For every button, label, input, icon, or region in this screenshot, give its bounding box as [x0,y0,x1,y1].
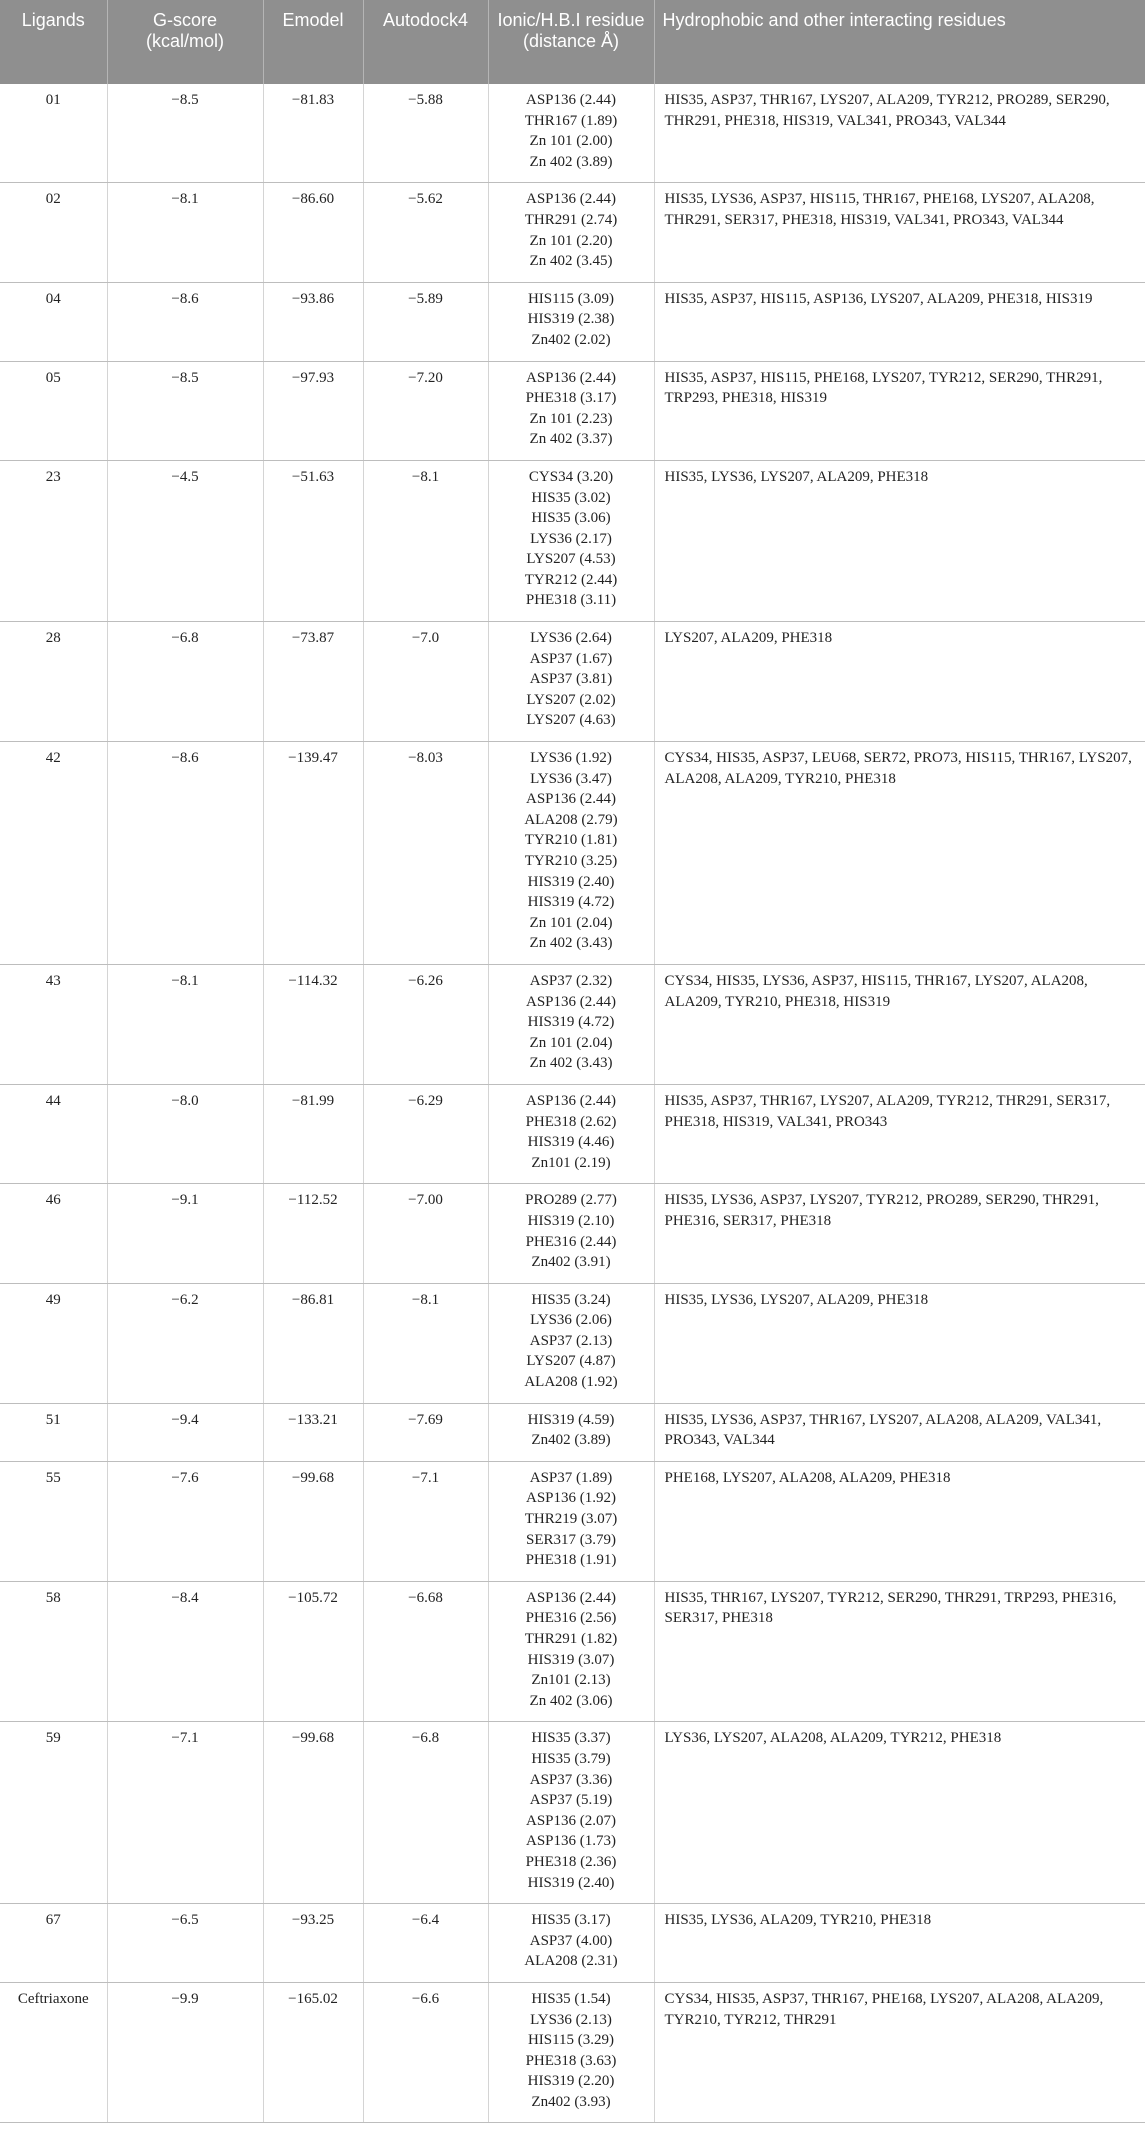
hydrophobic-cell: HIS35, THR167, LYS207, TYR212, SER290, THR291, TRP293, PHE316, SER317, PHE318 [654,1581,1145,1722]
ionic-residue: HIS319 (2.40) [527,873,615,890]
ionic-residue: ASP37 (2.32) [529,972,613,989]
hydrophobic-cell: HIS35, LYS36, ASP37, THR167, LYS207, ALA208, ALA209, VAL341, PRO343, VAL344 [654,1403,1145,1461]
hydrophobic-cell: HIS35, LYS36, ALA209, TYR210, PHE318 [654,1904,1145,1983]
emodel-cell: −51.63 [263,460,363,621]
header-ionic: Ionic/H.B.I residue (distance Å) [488,0,654,84]
table-row [0,1084,1145,1183]
ionic-residue: HIS35 (3.24) [531,1291,611,1308]
header-ligands: Ligands [0,0,107,84]
ionic-residue: HIS319 (4.72) [527,1014,615,1031]
emodel-cell: −86.81 [263,1283,363,1403]
gscore-cell: −6.2 [107,1283,263,1403]
gscore-cell: −8.4 [107,1581,263,1722]
ionic-residue: Zn402 (3.93) [531,2093,611,2110]
header-gscore: G-score (kcal/mol) [107,0,263,84]
ionic-residue: LYS207 (2.02) [526,691,616,708]
ionic-residue: PHE318 (1.91) [525,1552,617,1569]
ionic-cell [488,1982,654,2123]
ionic-residue: LYS207 (4.53) [526,551,616,568]
ligand-cell: 01 [0,84,107,183]
emodel-cell: −165.02 [263,1982,363,2123]
ionic-residue: TYR210 (3.25) [524,853,618,869]
ionic-residue: THR291 (2.74) [524,211,618,228]
hydrophobic-cell: HIS35, LYS36, LYS207, ALA209, PHE318 [654,460,1145,621]
ionic-residue: LYS36 (2.64) [530,630,612,647]
table-row [0,1722,1145,1904]
ionic-residue: PHE318 (3.17) [525,390,617,407]
gscore-cell: −4.5 [107,460,263,621]
ionic-residue: Zn 402 (3.45) [529,253,613,270]
ionic-residue: Zn 101 (2.04) [529,914,613,931]
ionic-residue: Zn 402 (3.89) [529,153,613,170]
autodock-cell: −5.88 [363,84,488,183]
emodel-cell: −86.60 [263,183,363,282]
ionic-cell [488,183,654,282]
ionic-residue: ASP37 (1.89) [529,1469,613,1486]
autodock-cell: −6.26 [363,964,488,1084]
ionic-cell [488,460,654,621]
ionic-residue: LYS36 (2.17) [530,530,612,547]
table-row [0,460,1145,621]
gscore-cell: −8.6 [107,742,263,965]
ionic-cell [488,1084,654,1183]
autodock-cell: −6.68 [363,1581,488,1722]
emodel-cell: −81.99 [263,1084,363,1183]
ionic-residue: Zn 101 (2.04) [529,1034,613,1051]
gscore-cell: −9.4 [107,1403,263,1461]
emodel-cell: −105.72 [263,1581,363,1722]
hydrophobic-cell: CYS34, HIS35, LYS36, ASP37, HIS115, THR167, LYS207, ALA208, ALA209, TYR210, PHE318, HIS319 [654,964,1145,1084]
ionic-residue: ASP37 (1.67) [529,650,613,667]
ionic-residue: PHE318 (3.11) [525,592,617,609]
ionic-residue: HIS319 (2.38) [527,311,615,328]
autodock-cell: −6.29 [363,1084,488,1183]
ligand-cell: 49 [0,1283,107,1403]
table-body [0,84,1145,2123]
ionic-residue: ASP37 (3.81) [529,671,613,688]
ionic-residue: ASP136 (1.92) [525,1490,616,1507]
ionic-cell [488,282,654,361]
emodel-cell: −99.68 [263,1461,363,1581]
ionic-residue: HIS35 (3.17) [531,1912,611,1929]
ionic-cell [488,964,654,1084]
autodock-cell: −8.1 [363,460,488,621]
gscore-cell: −8.5 [107,361,263,460]
ionic-cell [488,1722,654,1904]
header-autodock: Autodock4 [363,0,488,84]
autodock-cell: −6.8 [363,1722,488,1904]
ionic-residue: ASP37 (3.36) [529,1771,613,1788]
ligand-cell: 04 [0,282,107,361]
ionic-residue: Zn402 (3.91) [531,1254,611,1271]
emodel-cell: −139.47 [263,742,363,965]
ionic-residue: THR291 (1.82) [524,1631,618,1647]
hydrophobic-cell: LYS207, ALA209, PHE318 [654,622,1145,742]
table-row [0,1461,1145,1581]
ionic-residue: HIS319 (4.72) [527,894,615,911]
ionic-residue: HIS319 (2.10) [527,1212,615,1229]
ligand-cell: 42 [0,742,107,965]
ionic-residue: TYR210 (1.81) [524,832,618,849]
ionic-residue: PHE316 (2.56) [525,1610,617,1627]
ligand-cell: 28 [0,622,107,742]
table-row [0,1283,1145,1403]
emodel-cell: −114.32 [263,964,363,1084]
ionic-residue: Zn101 (2.13) [531,1672,611,1689]
table-row [0,1904,1145,1983]
table-row [0,1184,1145,1283]
emodel-cell: −93.25 [263,1904,363,1983]
hydrophobic-cell: HIS35, ASP37, THR167, LYS207, ALA209, TYR212, PRO289, SER290, THR291, PHE318, HIS319, VAL341, PRO343, VAL344 [654,84,1145,183]
ligand-cell: 44 [0,1084,107,1183]
ligand-cell: 23 [0,460,107,621]
hydrophobic-cell: CYS34, HIS35, ASP37, LEU68, SER72, PRO73, HIS115, THR167, LYS207, ALA208, ALA209, TYR210, PHE318 [654,742,1145,965]
ionic-cell [488,1283,654,1403]
ionic-residue: LYS36 (3.47) [530,770,612,787]
ionic-residue: Zn 402 (3.43) [529,935,613,952]
ionic-residue: Zn 402 (3.37) [529,431,613,448]
ionic-cell [488,622,654,742]
emodel-cell: −97.93 [263,361,363,460]
autodock-cell: −7.20 [363,361,488,460]
table-row [0,361,1145,460]
ionic-residue: Zn 101 (2.20) [529,232,613,249]
ionic-residue: ASP37 (2.13) [529,1332,613,1349]
ionic-residue: ASP136 (2.44) [525,791,616,808]
ligand-cell: 51 [0,1403,107,1461]
ionic-residue: LYS36 (1.92) [530,750,612,767]
autodock-cell: −7.69 [363,1403,488,1461]
ligand-cell: 59 [0,1722,107,1904]
gscore-cell: −9.1 [107,1184,263,1283]
table-row [0,183,1145,282]
hydrophobic-cell: HIS35, LYS36, LYS207, ALA209, PHE318 [654,1283,1145,1403]
ligand-cell: 67 [0,1904,107,1983]
ionic-residue: PRO289 (2.77) [525,1192,617,1209]
ionic-residue: Zn 101 (2.23) [529,410,613,427]
ionic-cell [488,1403,654,1461]
autodock-cell: −7.0 [363,622,488,742]
gscore-cell: −7.6 [107,1461,263,1581]
ionic-residue: HIS319 (2.20) [527,2073,615,2090]
ionic-residue: HIS115 (3.29) [527,2032,615,2049]
ionic-residue: ASP136 (2.44) [525,369,616,386]
gscore-cell: −8.1 [107,964,263,1084]
ionic-residue: HIS35 (3.02) [531,489,611,506]
ionic-residue: ASP136 (1.73) [525,1833,616,1850]
ionic-residue: ASP136 (2.07) [525,1812,616,1829]
ionic-residue: HIS319 (4.59) [527,1411,615,1428]
ionic-residue: CYS34 (3.20) [528,468,614,485]
ionic-residue: ALA208 (2.79) [524,811,618,828]
table-row [0,742,1145,965]
table-row [0,622,1145,742]
ionic-residue: ASP136 (2.44) [525,1092,616,1109]
ionic-residue: LYS36 (2.13) [530,2011,612,2028]
ionic-residue: PHE318 (3.63) [525,2052,617,2069]
ionic-cell [488,1184,654,1283]
hydrophobic-cell: LYS36, LYS207, ALA208, ALA209, TYR212, PHE318 [654,1722,1145,1904]
header-hydrophobic: Hydrophobic and other interacting residues [654,0,1145,84]
ionic-residue: HIS35 (3.06) [531,510,611,527]
autodock-cell: −7.1 [363,1461,488,1581]
autodock-cell: −5.62 [363,183,488,282]
ionic-residue: ASP136 (2.44) [525,92,616,108]
ligand-cell: 05 [0,361,107,460]
ionic-residue: SER317 (3.79) [526,1531,616,1548]
ionic-residue: Zn402 (3.89) [531,1432,611,1449]
autodock-cell: −6.4 [363,1904,488,1983]
hydrophobic-cell: HIS35, ASP37, HIS115, ASP136, LYS207, ALA209, PHE318, HIS319 [654,282,1145,361]
emodel-cell: −93.86 [263,282,363,361]
header-emodel: Emodel [263,0,363,84]
ionic-residue: THR219 (3.07) [524,1511,618,1528]
ionic-residue: ALA208 (2.31) [524,1953,618,1970]
ionic-residue: PHE318 (2.36) [525,1853,617,1870]
emodel-cell: −99.68 [263,1722,363,1904]
autodock-cell: −7.00 [363,1184,488,1283]
ionic-cell [488,1904,654,1983]
gscore-cell: −8.6 [107,282,263,361]
ionic-residue: HIS319 (2.40) [527,1874,615,1891]
ligand-cell: 58 [0,1581,107,1722]
ionic-residue: ASP136 (2.44) [525,993,616,1010]
ionic-residue: PHE316 (2.44) [525,1233,617,1250]
ionic-residue: ASP37 (5.19) [529,1792,613,1809]
gscore-cell: −6.8 [107,622,263,742]
ionic-residue: LYS207 (4.87) [526,1353,616,1370]
gscore-cell: −8.1 [107,183,263,282]
ionic-cell [488,742,654,965]
autodock-cell: −8.03 [363,742,488,965]
ionic-residue: HIS115 (3.09) [527,290,615,307]
emodel-cell: −73.87 [263,622,363,742]
gscore-cell: −6.5 [107,1904,263,1983]
table-row [0,84,1145,183]
ionic-residue: ASP136 (2.44) [525,191,616,208]
ionic-residue: HIS35 (3.79) [531,1750,611,1767]
ligand-cell: 43 [0,964,107,1084]
hydrophobic-cell: HIS35, LYS36, ASP37, HIS115, THR167, PHE168, LYS207, ALA208, THR291, SER317, PHE318, HIS319, VAL341, PRO343, VAL344 [654,183,1145,282]
ionic-cell [488,1581,654,1722]
autodock-cell: −8.1 [363,1283,488,1403]
ionic-residue: HIS319 (3.07) [527,1651,615,1668]
table-row [0,1403,1145,1461]
header-row [0,0,1145,84]
ionic-residue: ALA208 (1.92) [524,1374,618,1391]
ionic-residue: Zn 101 (2.00) [529,133,613,150]
ionic-residue: ASP37 (4.00) [529,1932,613,1949]
ionic-residue: Zn 402 (3.43) [529,1055,613,1072]
table-row [0,1581,1145,1722]
gscore-cell: −9.9 [107,1982,263,2123]
hydrophobic-cell: PHE168, LYS207, ALA208, ALA209, PHE318 [654,1461,1145,1581]
gscore-cell: −7.1 [107,1722,263,1904]
emodel-cell: −81.83 [263,84,363,183]
hydrophobic-cell: CYS34, HIS35, ASP37, THR167, PHE168, LYS207, ALA208, ALA209, TYR210, TYR212, THR291 [654,1982,1145,2123]
ionic-residue: Zn 402 (3.06) [529,1692,613,1709]
ionic-cell [488,84,654,183]
ionic-residue: HIS35 (1.54) [531,1990,611,2007]
ionic-residue: PHE318 (2.62) [525,1113,617,1130]
ionic-cell [488,361,654,460]
ionic-residue: LYS36 (2.06) [530,1312,612,1329]
ionic-residue: THR167 (1.89) [524,112,618,129]
ionic-residue: Zn402 (2.02) [531,331,611,348]
autodock-cell: −5.89 [363,282,488,361]
ligand-cell: 46 [0,1184,107,1283]
ligand-cell: 02 [0,183,107,282]
ligand-cell: Ceftriaxone [0,1982,107,2123]
ionic-residue: Zn101 (2.19) [531,1154,611,1171]
ionic-residue: ASP136 (2.44) [525,1589,616,1606]
ligand-cell: 55 [0,1461,107,1581]
autodock-cell: −6.6 [363,1982,488,2123]
table-row [0,964,1145,1084]
hydrophobic-cell: HIS35, ASP37, THR167, LYS207, ALA209, TYR212, THR291, SER317, PHE318, HIS319, VAL341, PRO343 [654,1084,1145,1183]
gscore-cell: −8.5 [107,84,263,183]
emodel-cell: −133.21 [263,1403,363,1461]
table-row [0,282,1145,361]
ionic-residue: HIS319 (4.46) [527,1134,615,1151]
table-row [0,1982,1145,2123]
ionic-cell [488,1461,654,1581]
hydrophobic-cell: HIS35, ASP37, HIS115, PHE168, LYS207, TYR212, SER290, THR291, TRP293, PHE318, HIS319 [654,361,1145,460]
ionic-residue: HIS35 (3.37) [531,1730,611,1747]
ionic-residue: TYR212 (2.44) [524,571,618,588]
emodel-cell: −112.52 [263,1184,363,1283]
hydrophobic-cell: HIS35, LYS36, ASP37, LYS207, TYR212, PRO289, SER290, THR291, PHE316, SER317, PHE318 [654,1184,1145,1283]
ionic-residue: LYS207 (4.63) [526,712,616,729]
gscore-cell: −8.0 [107,1084,263,1183]
